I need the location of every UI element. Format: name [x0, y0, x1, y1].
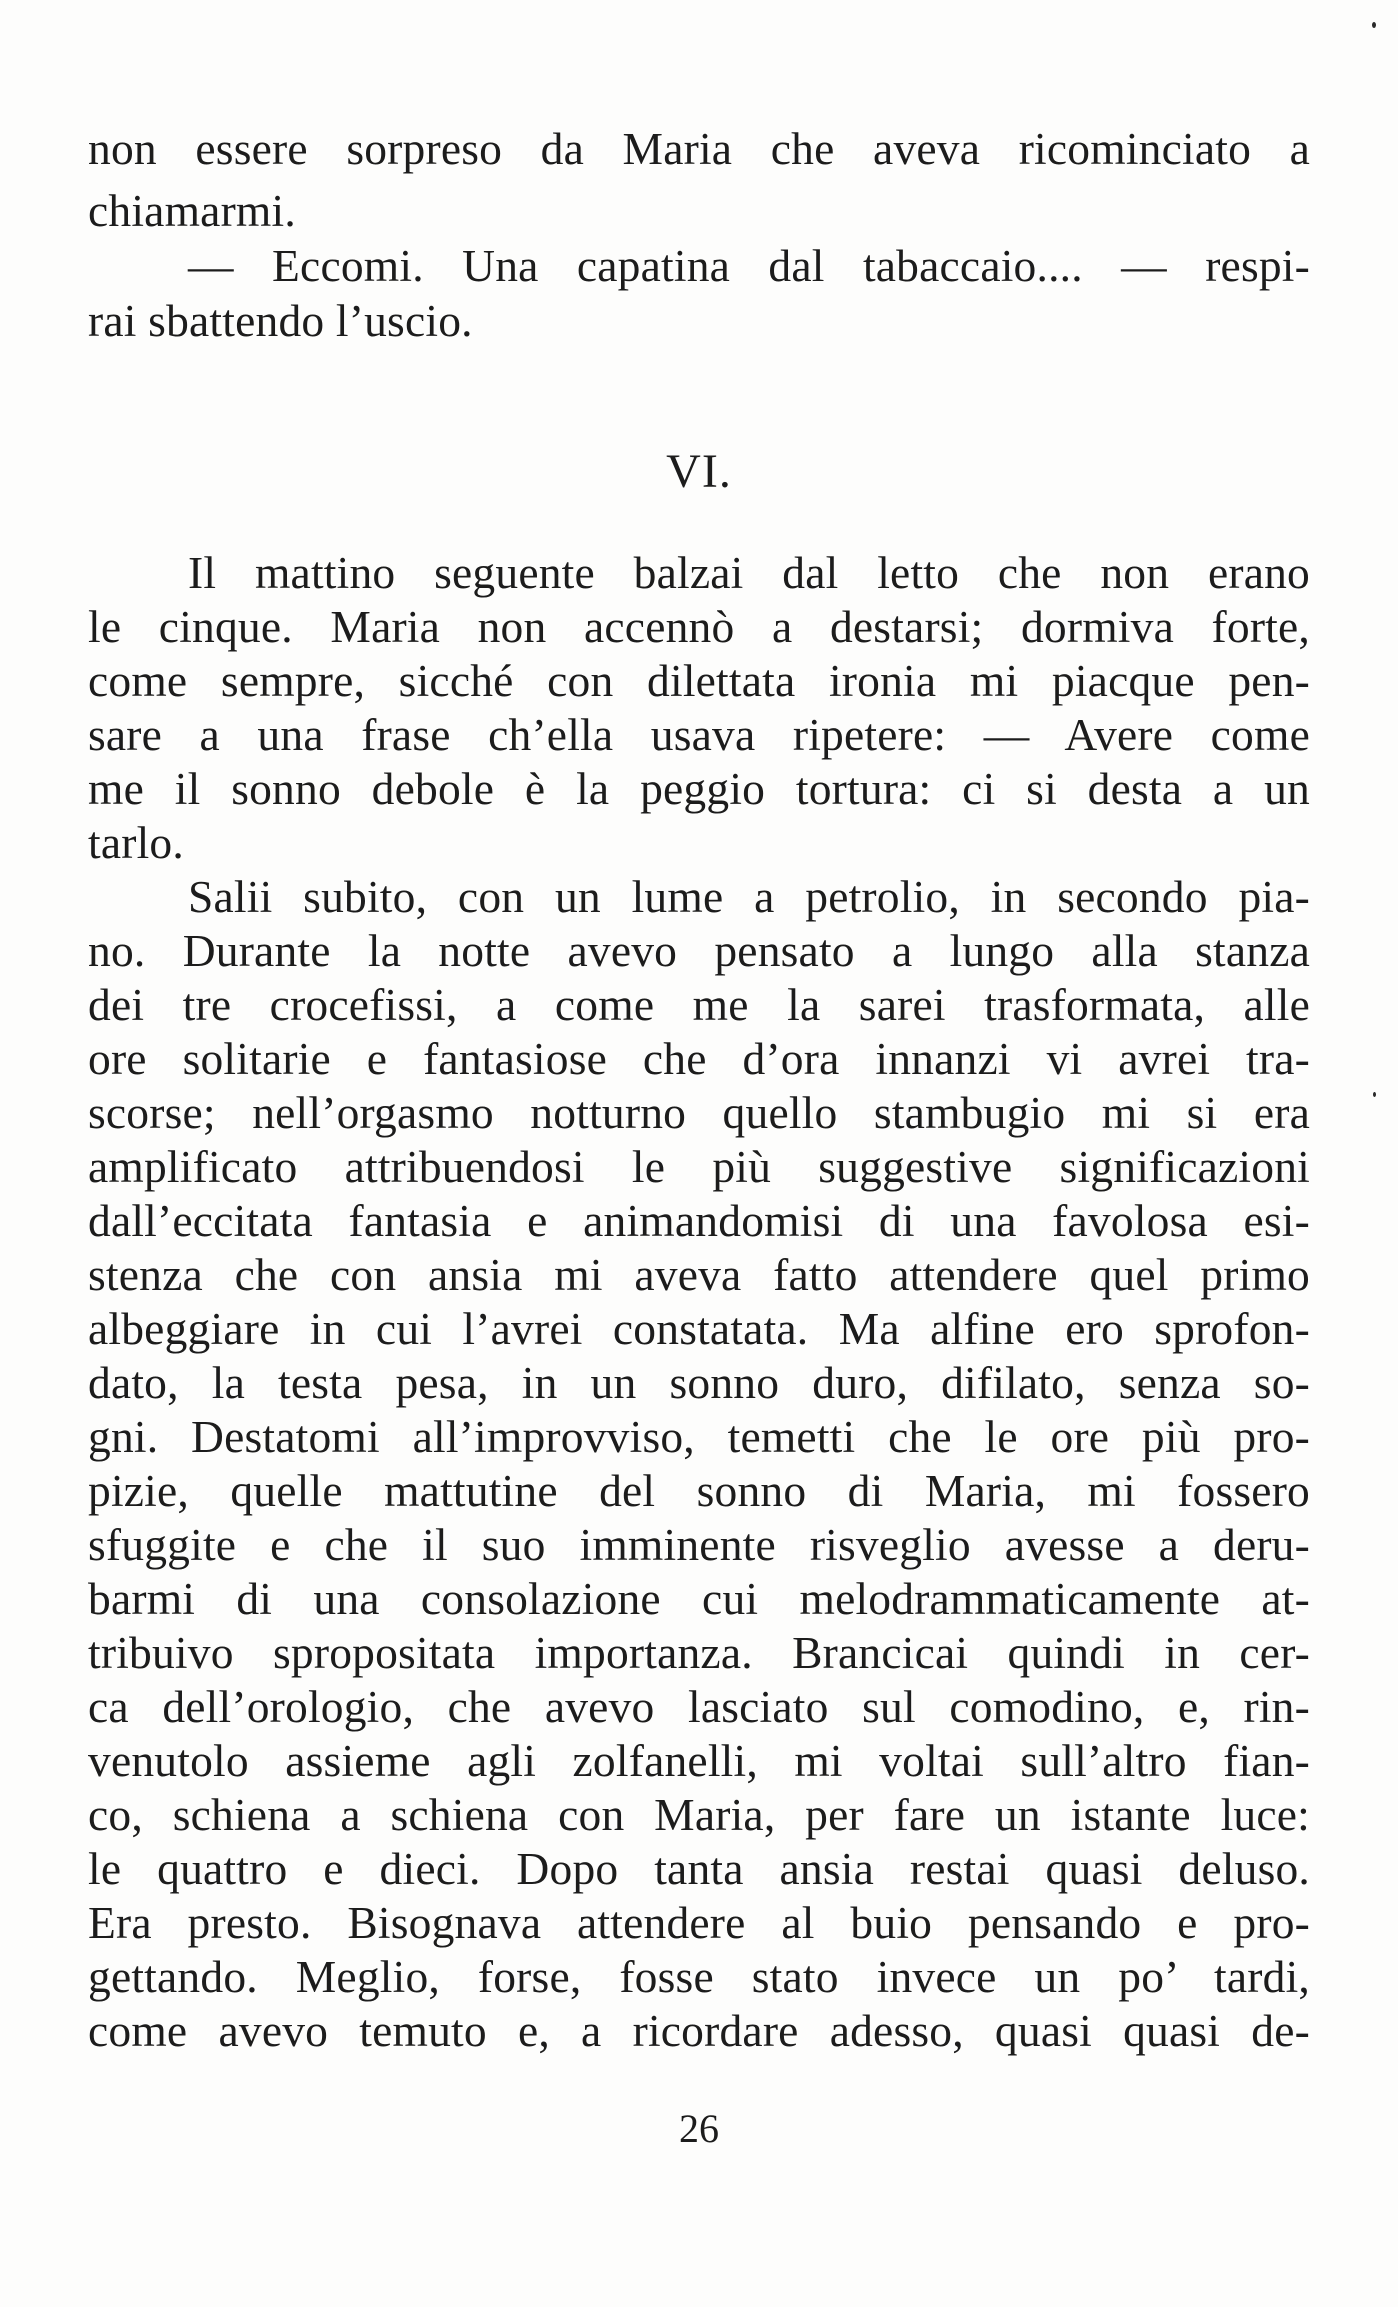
- text-line: dall’eccitata fantasia e animandomisi di una favolosa esi-: [88, 1195, 1310, 1246]
- text-line: dei tre crocefissi, a come me la sarei trasformata, alle: [88, 979, 1310, 1030]
- text-line: — Eccomi. Una capatina dal tabaccaio.... — respi-: [188, 240, 1310, 291]
- text-line: amplificato attribuendosi le più suggestive significazioni: [88, 1141, 1310, 1192]
- text-line: non essere sorpreso da Maria che aveva ricominciato a: [88, 123, 1310, 174]
- text-line: ca dell’orologio, che avevo lasciato sul comodino, e, rin-: [88, 1681, 1310, 1732]
- text-line: gni. Destatomi all’improvviso, temetti che le ore più pro-: [88, 1411, 1310, 1462]
- text-line: le cinque. Maria non accennò a destarsi; dormiva forte,: [88, 601, 1310, 652]
- text-line: Il mattino seguente balzai dal letto che non erano: [188, 547, 1310, 598]
- text-line: rai sbattendo l’uscio.: [88, 295, 473, 346]
- text-line: gettando. Meglio, forse, fosse stato invece un po’ tardi,: [88, 1951, 1310, 2002]
- text-line: barmi di una consolazione cui melodrammaticamente at-: [88, 1573, 1310, 1624]
- text-line: co, schiena a schiena con Maria, per fare un istante luce:: [88, 1789, 1310, 1840]
- text-line: scorse; nell’orgasmo notturno quello stambugio mi si era: [88, 1087, 1310, 1138]
- text-line: chiamarmi.: [88, 185, 296, 236]
- scan-speck: [1373, 1092, 1376, 1097]
- text-line: albeggiare in cui l’avrei constatata. Ma alfine ero sprofon-: [88, 1303, 1310, 1354]
- text-line: Salii subito, con un lume a petrolio, in secondo pia-: [188, 871, 1310, 922]
- text-line: sfuggite e che il suo imminente risveglio avesse a deru-: [88, 1519, 1310, 1570]
- text-line: Era presto. Bisognava attendere al buio pensando e pro-: [88, 1897, 1310, 1948]
- text-line: tribuivo spropositata importanza. Brancicai quindi in cer-: [88, 1627, 1310, 1678]
- text-line: no. Durante la notte avevo pensato a lungo alla stanza: [88, 925, 1310, 976]
- text-line: venutolo assieme agli zolfanelli, mi voltai sull’altro fian-: [88, 1735, 1310, 1786]
- chapter-heading: VI.: [666, 445, 732, 498]
- scan-speck: [1372, 22, 1376, 28]
- text-line: tarlo.: [88, 817, 184, 868]
- text-line: sare a una frase ch’ella usava ripetere: — Avere come: [88, 709, 1310, 760]
- text-line: dato, la testa pesa, in un sonno duro, difilato, senza so-: [88, 1357, 1310, 1408]
- text-line: pizie, quelle mattutine del sonno di Maria, mi fossero: [88, 1465, 1310, 1516]
- text-line: come avevo temuto e, a ricordare adesso, quasi quasi de-: [88, 2005, 1310, 2056]
- page-number: 26: [679, 2106, 719, 2151]
- text-line: ore solitarie e fantasiose che d’ora innanzi vi avrei tra-: [88, 1033, 1310, 1084]
- text-line: le quattro e dieci. Dopo tanta ansia restai quasi deluso.: [88, 1843, 1310, 1894]
- text-line: stenza che con ansia mi aveva fatto attendere quel primo: [88, 1249, 1310, 1300]
- text-line: come sempre, sicché con dilettata ironia mi piacque pen-: [88, 655, 1310, 706]
- text-line: me il sonno debole è la peggio tortura: ci si desta a un: [88, 763, 1310, 814]
